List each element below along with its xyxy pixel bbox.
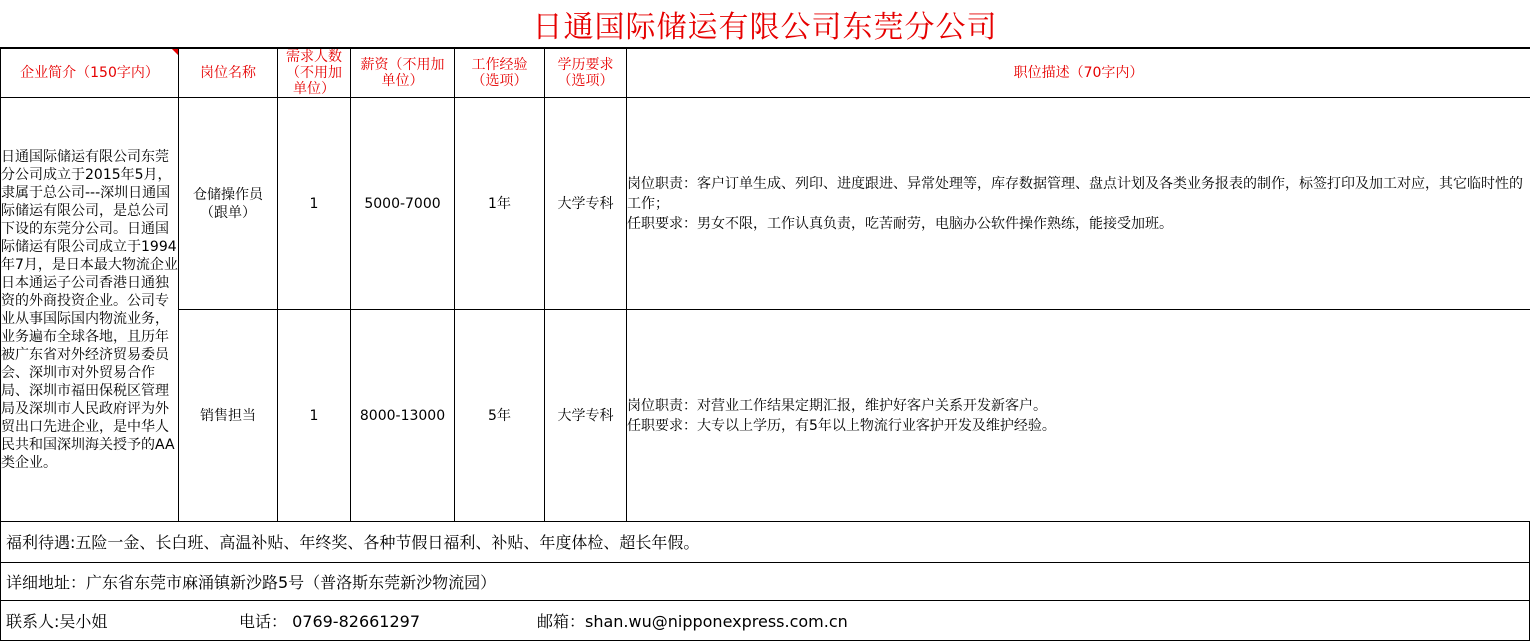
header-headcount: 需求人数（不用加单位） — [278, 49, 351, 98]
contact-line — [0, 601, 1530, 641]
header-position: 岗位名称 — [179, 49, 278, 98]
sheet-title: 日通国际储运有限公司东莞分公司 — [0, 0, 1530, 48]
job-headcount: 1 — [278, 310, 351, 522]
job-description — [627, 98, 1530, 310]
header-row — [1, 49, 1530, 98]
header-description: 职位描述（70字内） — [627, 49, 1530, 98]
job-education: 大学专科 — [545, 310, 627, 522]
header-salary: 薪资（不用加单位） — [351, 49, 455, 98]
company-intro: 日通国际储运有限公司东莞分公司成立于2015年5月，隶属于总公司---深圳日通国际储运有限公司，是总公司下设的东莞分公司。日通国际储运有限公司成立于1994年7月，是日本最大物流企业日本通运子公司香港日通独资的外商投资企业。公司专业从事国际国内物流业务，业务遍布全球各地，且历年被广东省对外经济贸易委员会、深圳市对外贸易合作局、深圳市福田保税区管理局及深圳市人民政府评为外贸出口先进企业，是中华人民共和国深圳海关授予的AA类企业。 — [1, 98, 179, 522]
contact-email: 邮箱：shan.wu@nipponexpress.com.cn — [537, 612, 848, 631]
job-requirements: 任职要求：大专以上学历，有5年以上物流行业客护开发及维护经验。 — [627, 417, 1056, 434]
table-row — [1, 310, 1530, 522]
job-requirements: 任职要求：男女不限，工作认真负责，吃苦耐劳，电脑办公软件操作熟练，能接受加班。 — [627, 215, 1173, 232]
job-salary: 5000-7000 — [351, 98, 455, 310]
header-experience: 工作经验（选项） — [455, 49, 545, 98]
contact-person: 联系人:吴小姐 — [6, 612, 108, 631]
job-education: 大学专科 — [545, 98, 627, 310]
job-duties: 岗位职责：对营业工作结果定期汇报，维护好客户关系开发新客户。 — [627, 397, 1047, 414]
job-experience: 1年 — [455, 98, 545, 310]
job-description — [627, 310, 1530, 522]
contact-phone: 电话： 0769-82661297 — [239, 612, 421, 631]
header-education: 学历要求（选项） — [545, 49, 627, 98]
job-salary: 8000-13000 — [351, 310, 455, 522]
header-intro: 企业简介（150字内） — [1, 49, 179, 98]
job-position: 销售担当 — [179, 310, 278, 522]
address-line: 详细地址：广东省东莞市麻涌镇新沙路5号（普洛斯东莞新沙物流园） — [0, 563, 1530, 601]
job-position: 仓储操作员（跟单） — [179, 98, 278, 310]
job-headcount: 1 — [278, 98, 351, 310]
job-table — [0, 48, 1530, 522]
benefits-line: 福利待遇:五险一金、长白班、高温补贴、年终奖、各种节假日福利、补贴、年度体检、超长年假。 — [0, 521, 1530, 563]
job-experience: 5年 — [455, 310, 545, 522]
comment-marker-icon — [172, 49, 178, 55]
job-duties: 岗位职责：客户订单生成、列印、进度跟进、异常处理等，库存数据管理、盘点计划及各类业务报表的制作，标签打印及加工对应，其它临时性的工作； — [627, 175, 1523, 212]
table-row — [1, 98, 1530, 310]
